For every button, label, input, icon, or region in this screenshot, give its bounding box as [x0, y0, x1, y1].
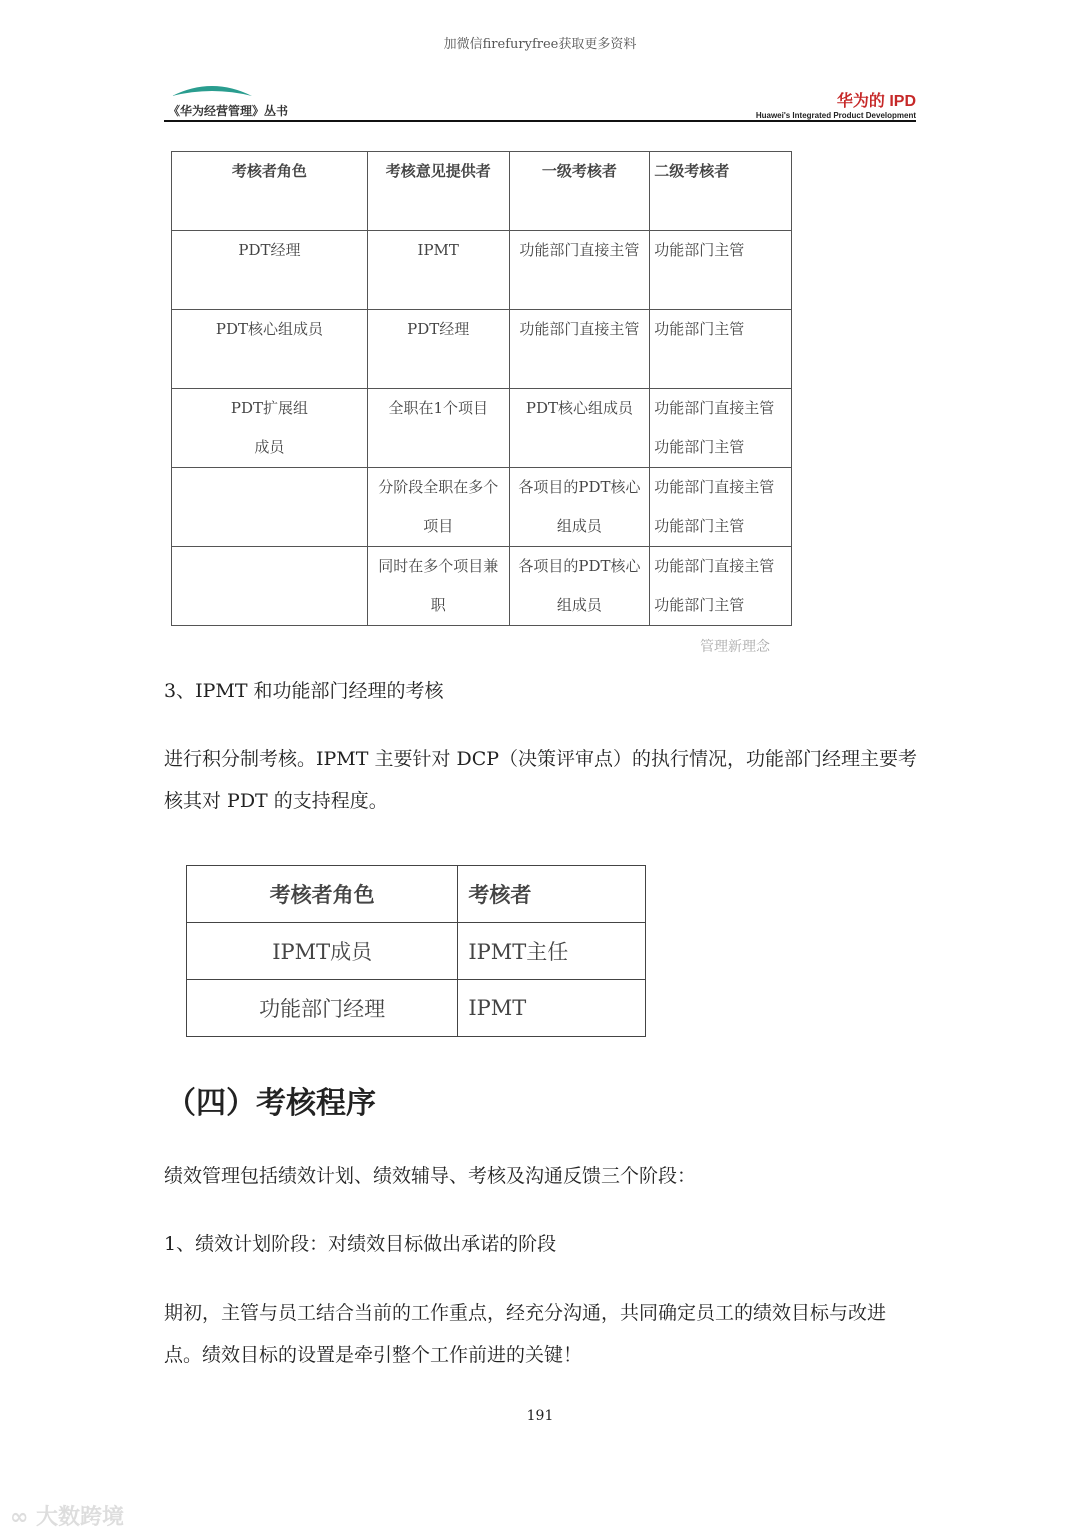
cell: 功能部门主管: [650, 310, 792, 389]
cell: 同时在多个项目兼职: [367, 547, 509, 626]
table-header-row: [187, 866, 646, 923]
cell: 功能部门直接主管功能部门主管: [650, 547, 792, 626]
header-cell: 考核者角色: [172, 152, 368, 231]
cell: IPMT主任: [458, 923, 646, 980]
header-cell: 考核意见提供者: [367, 152, 509, 231]
cell: 分阶段全职在多个项目: [367, 468, 509, 547]
section3-body: 进行积分制考核。IPMT 主要针对 DCP（决策评审点）的执行情况，功能部门经理主要考核其对 PDT 的支持程度。: [164, 748, 918, 812]
brand: [756, 88, 916, 120]
table-row: [172, 310, 792, 389]
paragraph: 1、绩效计划阶段：对绩效目标做出承诺的阶段: [164, 1233, 557, 1255]
cell: 全职在1个项目: [367, 389, 509, 468]
cell: 各项目的PDT核心组成员: [509, 468, 650, 547]
book-logo-icon: [172, 80, 252, 98]
corner-watermark-text: 大数跨境: [36, 1505, 125, 1530]
table-row: [172, 389, 792, 468]
cell: PDT核心组成员: [509, 389, 650, 468]
cell: PDT经理: [172, 231, 368, 310]
paragraph: 绩效管理包括绩效计划、绩效辅导、考核及沟通反馈三个阶段：: [164, 1165, 697, 1187]
table-row: [187, 923, 646, 980]
header-cell: 考核者: [458, 866, 646, 923]
cell: PDT扩展组成员: [172, 389, 368, 468]
section-heading: （四）考核程序: [166, 1086, 376, 1121]
header-cell: 考核者角色: [187, 866, 458, 923]
table-watermark: 管理新理念: [700, 639, 770, 655]
header-cell: 一级考核者: [509, 152, 650, 231]
cell: 功能部门直接主管: [509, 310, 650, 389]
cell: 功能部门直接主管功能部门主管: [650, 389, 792, 468]
cell: 功能部门主管: [650, 231, 792, 310]
cell: 各项目的PDT核心组成员: [509, 547, 650, 626]
table-row: [172, 468, 792, 547]
cell: 功能部门经理: [187, 980, 458, 1037]
book-series: 《华为经营管理》丛书: [168, 104, 289, 118]
table-row: [172, 547, 792, 626]
paragraph: 期初，主管与员工结合当前的工作重点，经充分沟通，共同确定员工的绩效目标与改进点。绩效目标的设置是牵引整个工作前进的关键！: [164, 1302, 887, 1366]
page-number: 191: [526, 1408, 554, 1424]
review-roles-table: [171, 151, 792, 626]
ipmt-review-table: [186, 865, 646, 1037]
cell: 功能部门直接主管: [509, 231, 650, 310]
table-row: [187, 980, 646, 1037]
cell: IPMT: [367, 231, 509, 310]
top-note: 加微信firefuryfree获取更多资料: [443, 37, 637, 52]
header-cell: 二级考核者: [650, 152, 792, 231]
table-header-row: [172, 152, 792, 231]
cell: 功能部门直接主管功能部门主管: [650, 468, 792, 547]
cell: [172, 547, 368, 626]
cell: PDT核心组成员: [172, 310, 368, 389]
cell: PDT经理: [367, 310, 509, 389]
cell: IPMT: [458, 980, 646, 1037]
cell: IPMT成员: [187, 923, 458, 980]
table-row: [172, 231, 792, 310]
header-rule: [164, 120, 916, 122]
brand-subtitle: Huawei's Integrated Product Development: [755, 111, 916, 120]
cell: [172, 468, 368, 547]
corner-watermark: ∞ 大数跨境: [10, 1505, 125, 1530]
brand-title: 华为的 IPD: [836, 93, 916, 110]
section3-title: 3、IPMT 和功能部门经理的考核: [164, 680, 444, 702]
